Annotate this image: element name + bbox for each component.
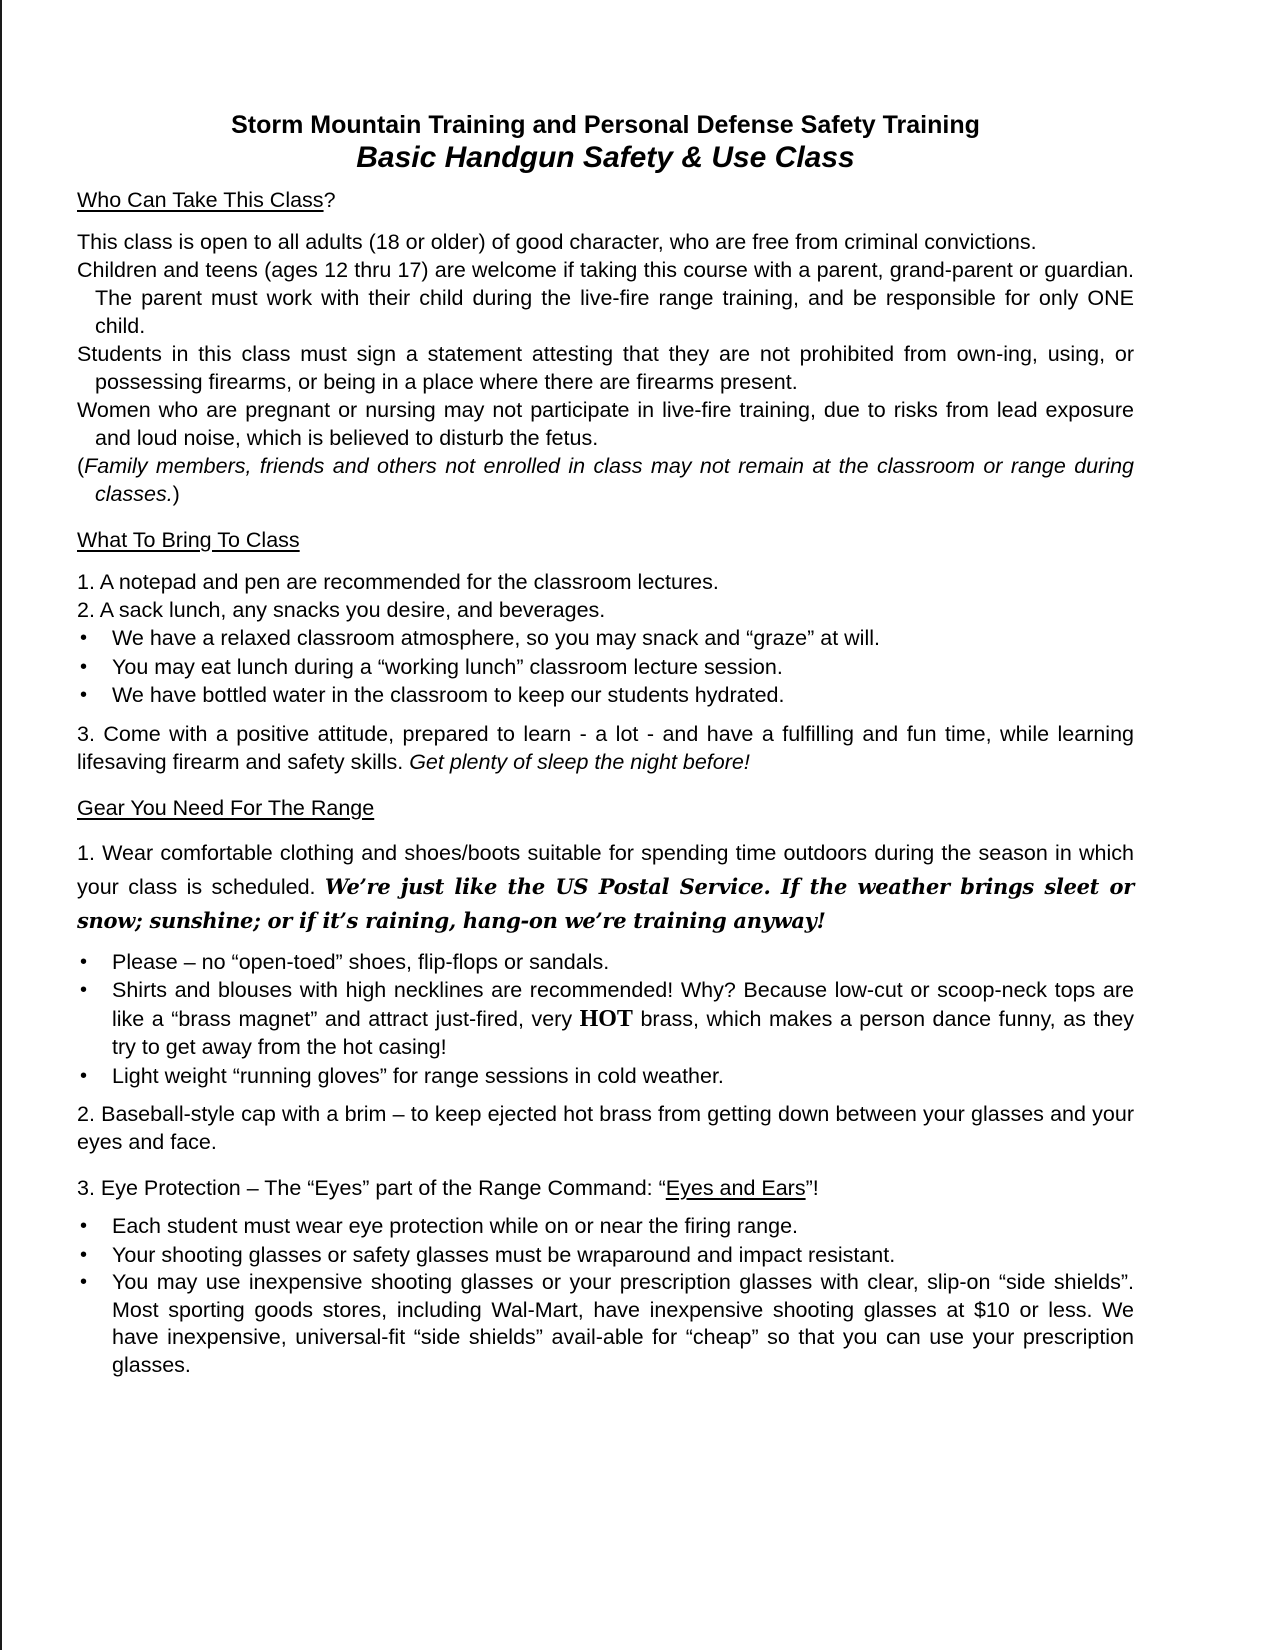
gear-bullet-list (77, 948, 1134, 1091)
who-note (77, 452, 1134, 508)
list-item: • Please – no “open-toed” shoes, flip-flops or sandals. (77, 948, 1134, 977)
list-item: • You may eat lunch during a “working lunch” classroom lecture session. (77, 653, 1134, 682)
eyes-and-ears-text: Eyes and Ears (665, 1176, 806, 1200)
section-heading-gear (77, 794, 1134, 822)
who-paragraph-1: This class is open to all adults (18 or older) of good character, who are free from criminal convictions. (77, 230, 1037, 254)
document-title: Storm Mountain Training and Personal Defense Safety Training (231, 111, 980, 139)
document-subtitle: Basic Handgun Safety & Use Class (356, 141, 855, 174)
bullet-icon: • (80, 684, 88, 706)
bullet-icon: • (80, 979, 88, 1001)
list-item: • Your shooting glasses or safety glasses must be wraparound and impact resistant. (77, 1241, 1134, 1270)
bring-item-2: 2. A sack lunch, any snacks you desire, and beverages. (77, 598, 606, 622)
bring-bullet-list (77, 624, 1134, 710)
bullet-icon: • (80, 1064, 88, 1087)
gear-item-2: 2. Baseball-style cap with a brim – to keep ejected hot brass from getting down between your glasses and your eyes and face. (77, 1102, 1134, 1154)
page-left-border (0, 0, 2, 1650)
bullet-icon: • (80, 1271, 88, 1293)
list-item: • Each student must wear eye protection while on or near the firing range. (77, 1212, 1134, 1241)
who-paragraph-4: Women who are pregnant or nursing may not participate in live-fire training, due to risks from lead exposure and loud noise, which is believed to disturb the fetus. (77, 398, 1134, 450)
bullet-icon: • (80, 627, 88, 649)
who-note-text: Family members, friends and others not enrolled in class may not remain at the classroom or range during classes. (84, 454, 1134, 506)
who-paragraph-2: Children and teens (ages 12 thru 17) are welcome if taking this course with a parent, grand-parent or guardian. The parent must work with their child during the live-fire range training, and be responsible for only ONE child. (77, 258, 1134, 338)
section-heading-gear-text: Gear You Need For The Range (77, 795, 375, 820)
section-heading-who-text: Who Can Take This Class (77, 188, 324, 212)
hot-emphasis: HOT (579, 1005, 633, 1032)
bullet-icon: • (80, 655, 88, 678)
section-heading-who (77, 186, 1134, 214)
section-heading-bring (77, 526, 1134, 554)
bring-item-1: 1. A notepad and pen are recommended for the classroom lectures. (77, 570, 719, 594)
list-item: • We have a relaxed classroom atmosphere, so you may snack and “graze” at will. (77, 624, 1134, 653)
gear-item-3: 3. Eye Protection – The “Eyes” part of the Range Command: “Eyes and Ears”! (77, 1176, 819, 1200)
list-item: • You may use inexpensive shooting glasses or your prescription glasses with clear, slip-on “side shields”. Most sporting goods stores, including Wal-Mart, have inexpensive shooting glasses at $10 or less. We have inexpensive, universal-fit “side shields” avail-able for “cheap” so that you can use your prescription glasses. (80, 1270, 1134, 1377)
note-open-paren: ( (77, 454, 85, 478)
note-close-paren: ) (172, 482, 180, 506)
sleep-reminder: Get plenty of sleep the night before! (409, 749, 750, 774)
bullet-icon: • (80, 1215, 88, 1237)
document-page (77, 110, 1134, 1379)
bullet-icon: • (80, 1243, 88, 1266)
bullet-icon: • (80, 950, 88, 973)
section-heading-who-suffix: ? (323, 188, 336, 212)
who-paragraph-3: Students in this class must sign a statement attesting that they are not prohibited from own-ing, using, or possessing firearms, or being in a place where there are firearms present. (77, 342, 1134, 394)
gear-item-1: 1. Wear comfortable clothing and shoes/boots suitable for spending time outdoors during the season in which your class is scheduled. We’re just like the US Postal Service. If the weather brings sleet or snow; sunshine; or if it’s raining, hang-on we’re training anyway! (77, 840, 1134, 933)
list-item: • We have bottled water in the classroom to keep our students hydrated. (77, 681, 1134, 710)
eye-protection-bullet-list (77, 1212, 1134, 1379)
list-item: • Shirts and blouses with high necklines are recommended! Why? Because low-cut or scoop-neck tops are like a “brass magnet” and attract just-fired, very HOT brass, which makes a person dance funny, as they try to get away from the hot casing! (80, 978, 1134, 1059)
bring-item-3: 3. Come with a positive attitude, prepared to learn - a lot - and have a fulfilling and fun time, while learning lifesaving firearm and safety skills. Get plenty of sleep the night before! (77, 721, 1134, 774)
postal-service-quote: We’re just like the US Postal Service. If the weather brings sleet or snow; sunshine; or if it’s raining, hang-on we’re training anyway! (77, 873, 1134, 933)
list-item: • Light weight “running gloves” for range sessions in cold weather. (77, 1062, 1134, 1091)
section-heading-bring-text: What To Bring To Class (77, 528, 300, 552)
